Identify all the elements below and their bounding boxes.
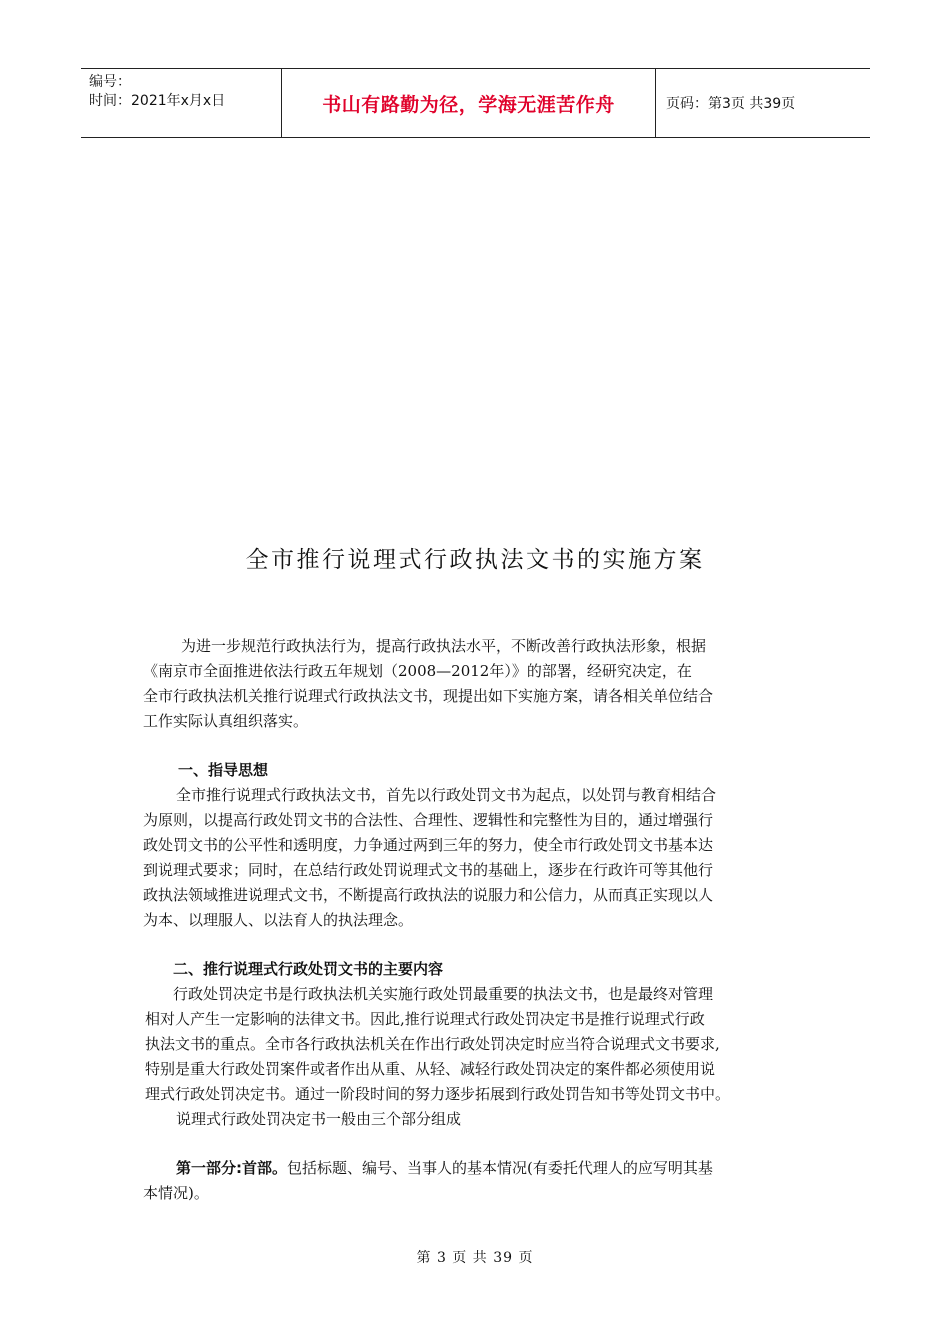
body-line: 为原则，以提高行政处罚文书的合法性、合理性、逻辑性和完整性为目的，通过增强行 bbox=[143, 811, 714, 829]
header-middle-cell bbox=[282, 69, 656, 137]
body-line: 相对人产生一定影响的法律文书。因此,推行说理式行政处罚决定书是推行说理式行政 bbox=[145, 1010, 705, 1028]
document-header bbox=[81, 68, 870, 138]
intro-line: 《南京市全面推进依法行政五年规划（2008—2012年）》的部署，经研究决定，在 bbox=[143, 662, 692, 680]
body-line: 执法文书的重点。全市各行政执法机关在作出行政处罚决定时应当符合说理式文书要求, bbox=[145, 1035, 720, 1053]
page-footer: 第 3 页 共 39 页 bbox=[416, 1250, 534, 1266]
body-line: 为本、以理服人、以法育人的执法理念。 bbox=[143, 911, 414, 929]
section-heading: 二、推行说理式行政处罚文书的主要内容 bbox=[173, 960, 444, 978]
part1-line bbox=[176, 1157, 713, 1178]
body-line: 政执法领域推进说理式文书，不断提高行政执法的说服力和公信力，从而真正实现以人 bbox=[143, 886, 714, 904]
page-code: 页码：第3页 共39页 bbox=[666, 96, 796, 112]
part1-continuation: 本情况)。 bbox=[143, 1184, 209, 1202]
body-line: 政处罚文书的公平性和透明度，力争通过两到三年的努力，使全市行政处罚文书基本达 bbox=[143, 836, 714, 854]
body-line: 特别是重大行政处罚案件或者作出从重、从轻、减轻行政处罚决定的案件都必须使用说 bbox=[145, 1060, 716, 1078]
body-line: 到说理式要求；同时，在总结行政处罚说理式文书的基础上，逐步在行政许可等其他行 bbox=[143, 861, 714, 879]
header-right-cell bbox=[656, 69, 870, 137]
part1-text: 包括标题、编号、当事人的基本情况(有委托代理人的应写明其基 bbox=[287, 1159, 713, 1177]
body-line: 行政处罚决定书是行政执法机关实施行政处罚最重要的执法文书，也是最终对管理 bbox=[173, 985, 714, 1003]
time-label: 时间：2021年x月x日 bbox=[89, 93, 226, 109]
body-line: 全市推行说理式行政执法文书，首先以行政处罚文书为起点，以处罚与教育相结合 bbox=[176, 786, 717, 804]
intro-line: 工作实际认真组织落实。 bbox=[143, 712, 309, 730]
intro-line: 为进一步规范行政执法行为，提高行政执法水平，不断改善行政执法形象，根据 bbox=[181, 637, 707, 655]
motto-text: 书山有路勤为径，学海无涯苦作舟 bbox=[322, 93, 615, 116]
body-line: 说理式行政处罚决定书一般由三个部分组成 bbox=[176, 1110, 462, 1128]
body-line: 理式行政处罚决定书。通过一阶段时间的努力逐步拓展到行政处罚告知书等处罚文书中。 bbox=[145, 1085, 731, 1103]
part1-label: 第一部分:首部。 bbox=[176, 1159, 287, 1177]
document-title: 全市推行说理式行政执法文书的实施方案 bbox=[245, 547, 705, 573]
intro-line: 全市行政执法机关推行说理式行政执法文书，现提出如下实施方案，请各相关单位结合 bbox=[143, 687, 714, 705]
header-left-cell bbox=[81, 69, 282, 137]
section-heading: 一、指导思想 bbox=[178, 761, 269, 779]
number-label: 编号： bbox=[89, 74, 131, 90]
